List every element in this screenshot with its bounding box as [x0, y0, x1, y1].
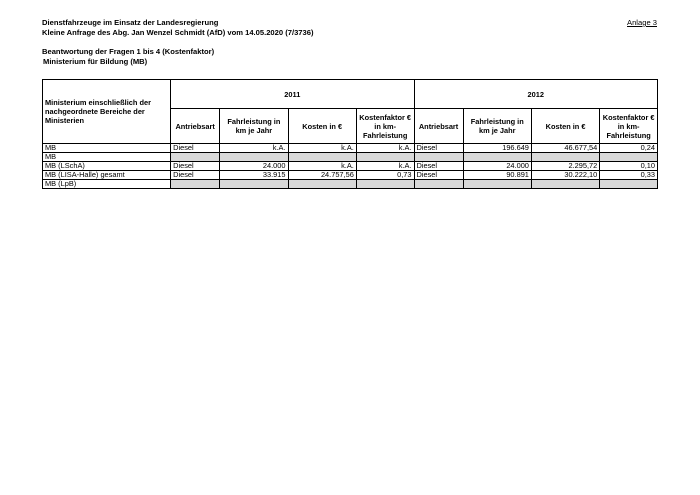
cell-kostenfaktor-2012: 0,33: [600, 171, 658, 180]
cell-antriebsart-2012: [414, 180, 463, 189]
table-row: [43, 180, 658, 189]
col-kosten-2011: Kosten in €: [288, 109, 356, 144]
cell-antriebsart-2011: [171, 153, 220, 162]
cell-antriebsart-2012: [414, 153, 463, 162]
cell-antriebsart-2011: Diesel: [171, 171, 220, 180]
row-name: MB (LpB): [43, 180, 171, 189]
cell-kosten-2012: 30.222,10: [531, 171, 599, 180]
cell-kosten-2011: k.A.: [288, 144, 356, 153]
year-header-2011: 2011: [171, 80, 414, 109]
cell-kosten-2011: [288, 153, 356, 162]
doc-subtitle: Kleine Anfrage des Abg. Jan Wenzel Schmidt (AfD) vom 14.05.2020 (7/3736): [42, 28, 314, 37]
table-row: [43, 162, 658, 171]
cell-kostenfaktor-2012: 0,10: [600, 162, 658, 171]
cell-kosten-2012: [531, 180, 599, 189]
table-row: [43, 144, 658, 153]
cell-kosten-2012: [531, 153, 599, 162]
cell-kosten-2011: k.A.: [288, 162, 356, 171]
row-name: MB (LISA-Halle) gesamt: [43, 171, 171, 180]
cell-kostenfaktor-2011: k.A.: [356, 162, 414, 171]
cell-kosten-2012: 2.295,72: [531, 162, 599, 171]
cell-kosten-2011: 24.757,56: [288, 171, 356, 180]
row-name: MB (LSchA): [43, 162, 171, 171]
table-row: [43, 171, 658, 180]
cell-kosten-2011: [288, 180, 356, 189]
cell-antriebsart-2012: Diesel: [414, 144, 463, 153]
cell-kosten-2012: 46.677,54: [531, 144, 599, 153]
col-fahrleistung-2012: Fahrleistung in km je Jahr: [463, 109, 531, 144]
cell-fahrleistung-2012: 90.891: [463, 171, 531, 180]
table-row: [43, 153, 658, 162]
attachment-label: Anlage 3: [627, 18, 657, 27]
cost-factor-table: [42, 79, 658, 189]
col-antriebsart-2012: Antriebsart: [414, 109, 463, 144]
cell-fahrleistung-2012: [463, 180, 531, 189]
row-header-cell: Ministerium einschließlich der nachgeordnete Bereiche der Ministerien: [43, 80, 171, 144]
col-fahrleistung-2011: Fahrleistung in km je Jahr: [220, 109, 288, 144]
cell-kostenfaktor-2011: [356, 153, 414, 162]
col-kostenfaktor-2012: Kostenfaktor € in km-Fahrleistung: [600, 109, 658, 144]
col-kostenfaktor-2011: Kostenfaktor € in km-Fahrleistung: [356, 109, 414, 144]
cell-antriebsart-2011: Diesel: [171, 144, 220, 153]
cell-kostenfaktor-2012: [600, 180, 658, 189]
doc-ministry-line: Ministerium für Bildung (MB): [43, 57, 148, 66]
cell-antriebsart-2011: Diesel: [171, 162, 220, 171]
col-antriebsart-2011: Antriebsart: [171, 109, 220, 144]
doc-question-line: Beantwortung der Fragen 1 bis 4 (Kostenfaktor): [42, 47, 215, 56]
col-kosten-2012: Kosten in €: [531, 109, 599, 144]
cell-kostenfaktor-2011: k.A.: [356, 144, 414, 153]
cell-fahrleistung-2012: 24.000: [463, 162, 531, 171]
cell-fahrleistung-2011: 24.000: [220, 162, 288, 171]
cell-kostenfaktor-2012: 0,24: [600, 144, 658, 153]
cell-kostenfaktor-2012: [600, 153, 658, 162]
cell-kostenfaktor-2011: [356, 180, 414, 189]
cell-fahrleistung-2012: 196.649: [463, 144, 531, 153]
cell-fahrleistung-2011: k.A.: [220, 144, 288, 153]
cell-kostenfaktor-2011: 0,73: [356, 171, 414, 180]
cell-antriebsart-2012: Diesel: [414, 162, 463, 171]
doc-title: Dienstfahrzeuge im Einsatz der Landesregierung: [42, 18, 219, 27]
cell-fahrleistung-2011: [220, 153, 288, 162]
cell-fahrleistung-2011: 33.915: [220, 171, 288, 180]
cell-antriebsart-2011: [171, 180, 220, 189]
cell-fahrleistung-2011: [220, 180, 288, 189]
cell-fahrleistung-2012: [463, 153, 531, 162]
row-name: MB: [43, 144, 171, 153]
cell-antriebsart-2012: Diesel: [414, 171, 463, 180]
row-name: MB: [43, 153, 171, 162]
year-header-2012: 2012: [414, 80, 657, 109]
